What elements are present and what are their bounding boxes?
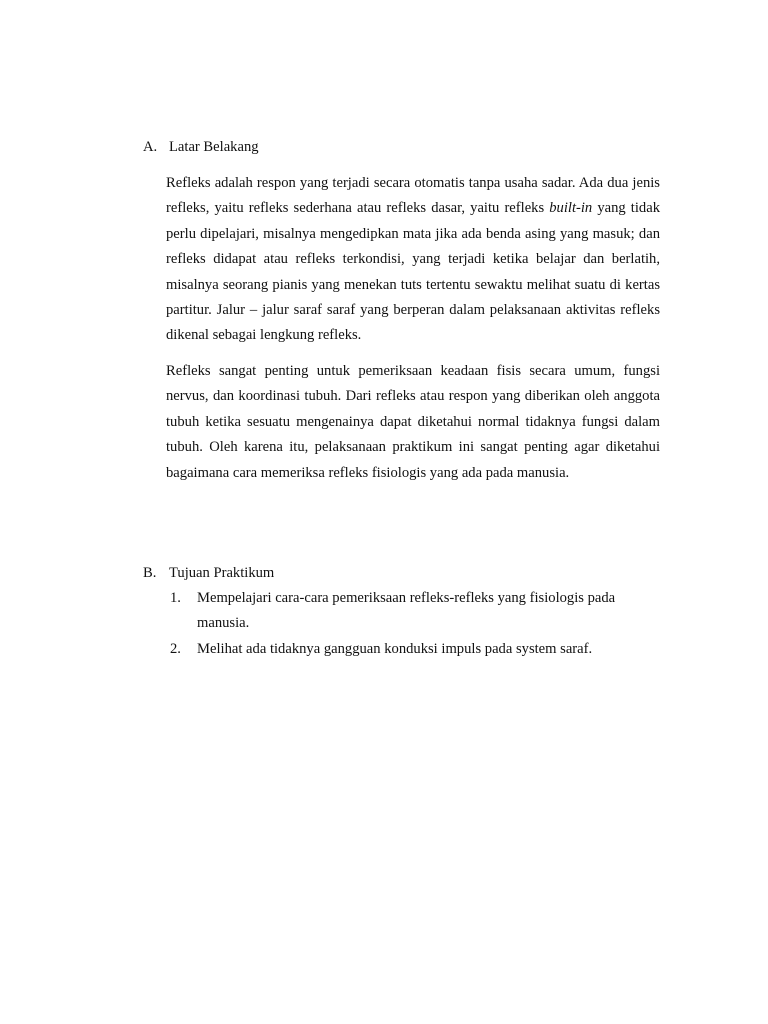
paragraph-1-text-end: yang tidak perlu dipelajari, misalnya mengedipkan mata jika ada benda asing yang masuk; dan refleks didapat atau refleks terkondisi, yang terjadi ketika belajar dan berlatih, misalnya seorang pianis yang menekan tuts tertentu sewaktu melihat suatu di kertas partitur. Jalur – jalur saraf saraf yang berperan dalam pelaksanaan aktivitas refleks dikenal sebagai lengkung refleks. <box>166 200 660 344</box>
section-b-heading <box>143 563 274 583</box>
paragraph-1-text-start: Refleks adalah respon yang terjadi secara otomatis tanpa usaha sadar. Ada dua jenis refleks, yaitu refleks sederhana atau refleks dasar, yaitu refleks <box>166 175 660 217</box>
background-paragraph-1 <box>166 171 660 349</box>
background-paragraph-2: Refleks sangat penting untuk pemeriksaan keadaan fisis secara umum, fungsi nervus, dan koordinasi tubuh. Dari refleks atau respon yang diberikan oleh anggota tubuh ketika sesuatu mengenainya dapat diketahui normal tidaknya fungsi dalam tubuh. Oleh karena itu, pelaksanaan praktikum ini sangat penting agar diketahui bagaimana cara memeriksa refleks fisiologis yang ada pada manusia. <box>166 363 660 481</box>
section-b-title: Tujuan Praktikum <box>169 565 275 581</box>
objective-text: Melihat ada tidaknya gangguan konduksi impuls pada system saraf. <box>197 640 593 657</box>
objectives-list <box>166 586 660 662</box>
objective-item <box>166 586 660 637</box>
objective-text: Mempelajari cara-cara pemeriksaan refleks-refleks yang fisiologis pada manusia. <box>197 590 616 632</box>
objective-item <box>166 637 660 662</box>
section-a-title: Latar Belakang <box>169 139 259 155</box>
section-a-letter: A. <box>143 139 158 155</box>
section-a-heading <box>143 137 259 157</box>
objective-number: 2. <box>170 640 181 657</box>
objective-number: 1. <box>170 590 181 606</box>
section-b-letter: B. <box>143 565 157 581</box>
paragraph-1-italic-term: built-in <box>549 200 593 217</box>
